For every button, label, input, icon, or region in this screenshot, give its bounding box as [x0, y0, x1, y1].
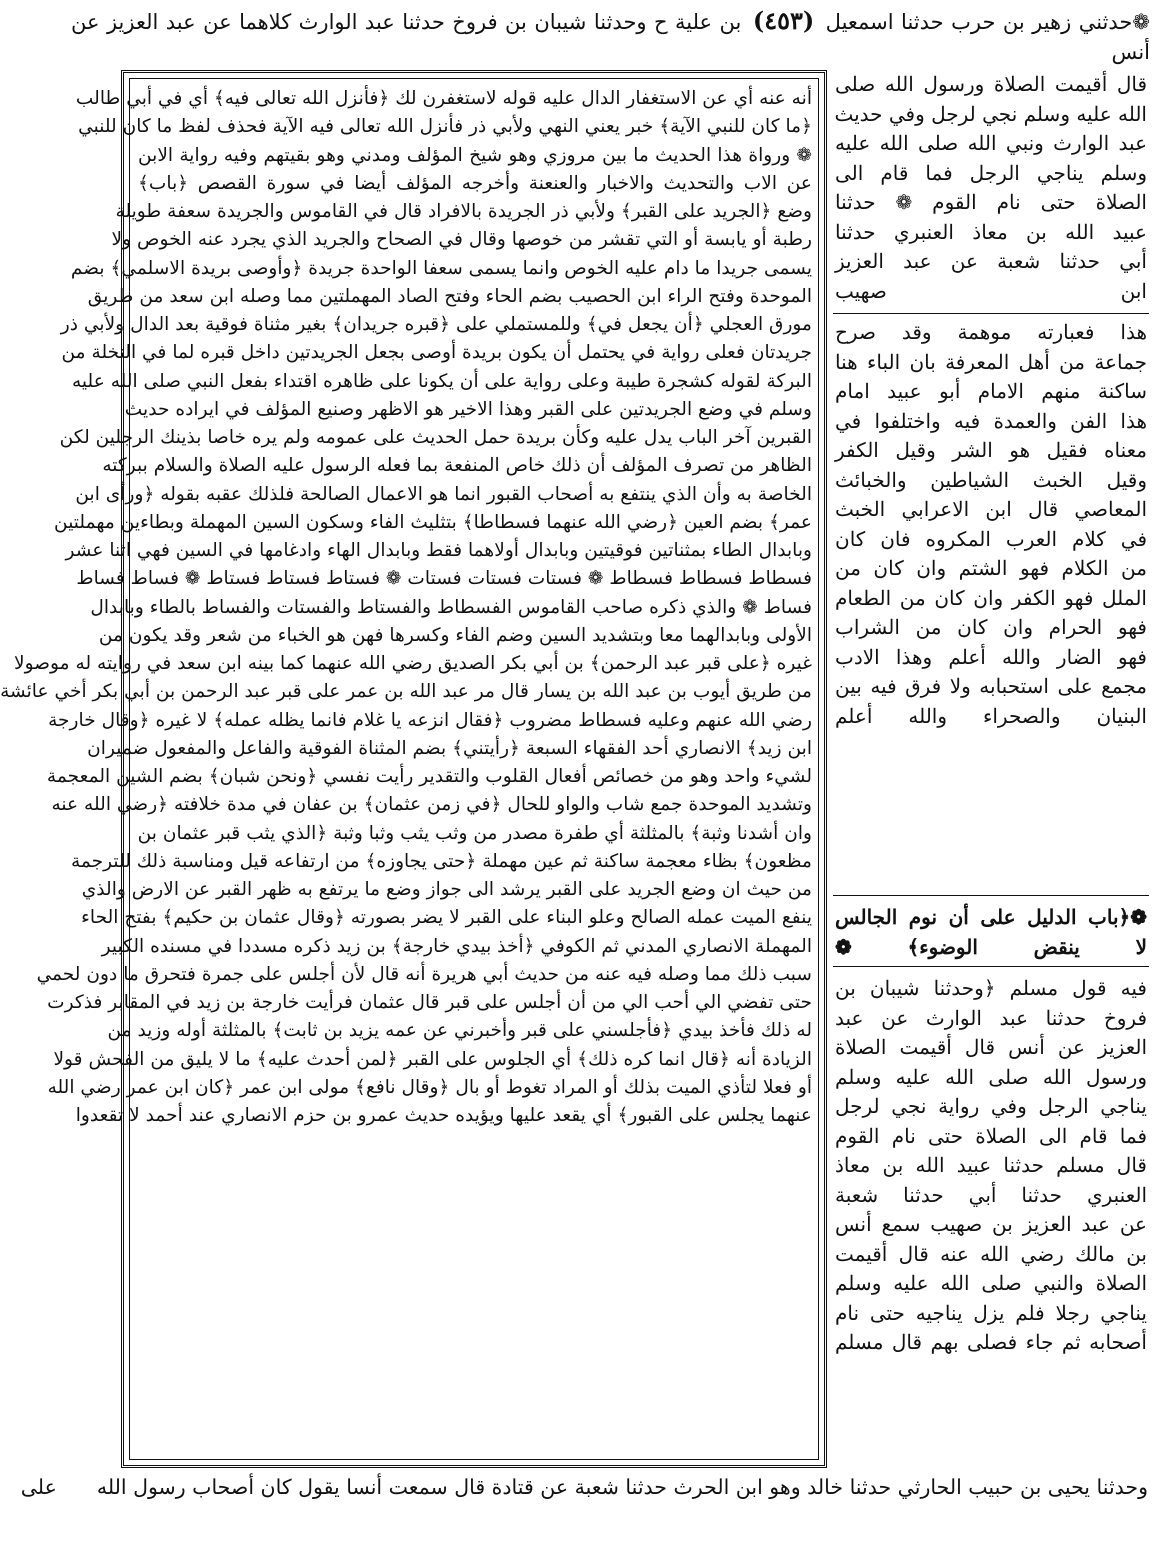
footer-line: وحدثنا يحيى بن حبيب الحارثي حدثنا خالد وهو ابن الحرث حدثنا شعبة عن قتادة قال سمعت أنسا يقول كان أصحاب رسول الله	[96, 1475, 1148, 1499]
matn-line: بن مالك رضي الله عنه قال أقيمت	[835, 1241, 1147, 1266]
header-prefix: ❁حدثني زهير بن حرب حدثنا اسمعيل	[825, 10, 1150, 34]
matn-line: عبد الوارث ونبي الله صلى الله عليه	[835, 131, 1147, 155]
heading-line: ❁﴿باب الدليل على أن نوم الجالس	[835, 905, 1147, 929]
commentary-line: وسلم في وضع الجريدتين على القبر وهذا الاخير هو الاظهر وصنيع المؤلف في ايراده حديث	[124, 398, 812, 420]
commentary-line: الخاصة به وأن الذي ينتفع به أصحاب القبور انما هو الاعمال الصالحة فلذلك عقبه بقوله ﴿ورأى ابن	[75, 483, 812, 505]
commentary-line: الزيادة أنه ﴿قال انما كره ذلك﴾ أي الجلوس على القبر ﴿لمن أحدث عليه﴾ ما لا يليق من الفحش قولا	[53, 1048, 812, 1070]
note-line: في كلام العرب المكروه فان كان	[835, 526, 1147, 551]
matn-line: العزيز عن أنس قال أقيمت الصلاة	[835, 1035, 1147, 1059]
matn-line: يناجي الرجل وفي رواية نجي لرجل	[835, 1094, 1147, 1118]
page-number: (٤٥٣)	[752, 6, 815, 35]
commentary-frame	[0, 70, 827, 1468]
matn-line: قال مسلم حدثنا عبيد الله بن معاذ	[835, 1153, 1147, 1177]
commentary-line: ينفع الميت عمله الصالح وعلو البناء على القبر لا يضر بصورته ﴿وقال عثمان بن حكيم﴾ بفتح الحاء	[81, 907, 812, 929]
section-divider	[833, 895, 1149, 896]
commentary-line: البركة لقوله كشجرة طيبة وعلى رواية على أن يكونا على ظاهره اقتداء بفعل النبي صلى الله عليه	[71, 370, 812, 392]
matn-line: الله عليه وسلم نجي لرجل وفي حديث	[834, 101, 1147, 126]
matn-note-block	[835, 318, 1147, 731]
commentary-line: ابن زيد﴾ الانصاري أحد الفقهاء السبعة ﴿رأيتني﴾ بضم المثناة الفوقية والفاعل والمفعول ضميران	[87, 737, 812, 759]
matn-line: أبي حدثنا شعبة عن عبد العزيز	[835, 249, 1147, 273]
commentary-line: عن الاب والتحديث والاخبار والعنعنة وأخرجه المؤلف أيضا في سورة القصص ﴿باب﴾	[138, 172, 812, 194]
commentary-line: الموحدة وفتح الراء ابن الحصيب بضم الحاء وفتح الصاد المهملتين مما وصله ابن سعد من طريق	[87, 285, 812, 307]
commentary-line: جريدتان فعلى رواية في يحتمل أن يكون بريدة أوصى بجعل الجريدتين داخل قبره لما في النخلة من	[61, 342, 812, 364]
matn-line: فروخ حدثنا عبد الوارث عن عبد	[835, 1005, 1147, 1030]
note-line: هذا الفن والعمدة فيه واختلفوا في	[835, 408, 1147, 433]
commentary-line: سبب ذلك مما وصله فيه عنه من حديث أبي هريرة أنه قال لأن أجلس على جمرة فتحرق ما دون لحمي	[36, 963, 812, 985]
commentary-line: رطبة أو يابسة أو التي تقشر من خوصها وقال في الصحاح والجريد الذي يجرد عنه الخوص ولا	[111, 229, 812, 251]
page-footer	[20, 1470, 1148, 1504]
matn-line: قال أقيمت الصلاة ورسول الله صلى	[835, 72, 1147, 96]
matn-line: يناجي رجلا فلم يزل يناجيه حتى نام	[835, 1300, 1147, 1325]
matn-column	[831, 70, 1153, 1468]
commentary-line: مظعون﴾ بظاء معجمة ساكنة ثم عين مهملة ﴿حتى يجاوزه﴾ من ارتفاعه قيل ومناسبة ذلك للترجمة	[70, 850, 812, 872]
commentary-line: ❁ ورواة هذا الحديث ما بين مروزي وهو شيخ المؤلف ومدني وهو بقيتهم وفيه رواية الابن	[138, 144, 812, 166]
commentary-line: رضي الله عنهم وعليه فسطاط مضروب ﴿فقال انزعه يا غلام فانما يظله عمله﴾ لا غيره ﴿وقال خارجة	[48, 709, 812, 731]
commentary-line: ﴿ما كان للنبي الآية﴾ خبر يعني النهي ولأبي ذر فأنزل الله تعالى فيه الآية فحذف لفظ ما كان للنبي	[78, 116, 812, 138]
commentary-line: وتشديد الموحدة جمع شاب والواو للحال ﴿في زمن عثمان﴾ بن عفان في مدة خلافته ﴿رضي الله عنه	[51, 794, 812, 816]
commentary-line: لشيء واحد وهو من خصائص أفعال القلوب والتقدير رأيت نفسي ﴿ونحن شبان﴾ بضم الشين المعجمة	[46, 766, 812, 787]
commentary-line: وبابدال الطاء بمثناتين فوقيتين وبابدال أولاهما فقط وبابدال الهاء وادغامها في السين فهي اثنا عشر	[65, 540, 812, 561]
commentary-line: الظاهر من تصرف المؤلف أن ذلك خاص المنفعة بما فعله الرسول عليه الصلاة والسلام ببركته	[102, 455, 812, 477]
matn-line: أصحابه ثم جاء فصلى بهم قال مسلم	[835, 1330, 1147, 1354]
matn-line: الصلاة حتى نام القوم ❁ حدثنا	[835, 190, 1147, 214]
note-line: مجمع على استحبابه ولا فرق فيه بين	[835, 674, 1147, 698]
section-divider	[833, 313, 1149, 314]
heading-line: لا ينقض الوضوء﴾ ❁	[835, 934, 1147, 959]
commentary-line: فساط ❁ والذي ذكره صاحب القاموس الفسطاط والفستاط والفستات والفساط بالطاء وبابدال	[90, 596, 812, 618]
commentary-line: الأولى وبابدالهما معا وبتشديد السين وضم الفاء وكسرها فهن هو الخباء من شعر وقد يكون من	[98, 624, 812, 646]
commentary-line: القبرين آخر الباب يدل عليه وكأن بريدة حمل الحديث على عمومه ولم يره خاصا بذينك الرجلين لكن	[59, 427, 812, 448]
note-line: ساكنة منهم الامام أبو عبيد امام	[835, 379, 1147, 403]
note-line: جماعة من أهل المعرفة بان الباء هنا	[835, 349, 1147, 374]
note-line: من الكلام فهو الشتم وان كان من	[835, 556, 1147, 580]
commentary-line: أنه عنه أي عن الاستغفار الدال عليه قوله لاستغفرن لك ﴿فأنزل الله تعالى فيه﴾ أي في أبي طالب	[75, 88, 812, 109]
commentary-line: عمر﴾ بضم العين ﴿رضي الله عنهما فسطاطا﴾ بتثليث الفاء وسكون السين المهملة وبطاءين مهملتين	[54, 511, 812, 533]
chapter-heading	[835, 903, 1147, 962]
commentary-text	[0, 85, 812, 1455]
matn-line: فما قام الى الصلاة حتى نام القوم	[835, 1123, 1147, 1148]
commentary-line: له ذلك فأخذ بيدي ﴿فأجلسني على قبر وأخبرني عن عمه يزيد بن ثابت﴾ بالمثلثة أوله وزيد من	[107, 1020, 812, 1042]
note-line: معناه فقيل هو الشر وقيل الكفر	[835, 438, 1147, 462]
note-line: فهو الحرام وان كان من الشراب	[835, 615, 1147, 639]
commentary-line: مورق العجلي ﴿أن يجعل في﴾ وللمستملي على ﴿قبره جريدان﴾ بغير مثناة فوقية بعد الدال ولأبي ذر	[60, 314, 812, 335]
matn-bottom-block	[835, 974, 1147, 1358]
matn-line: العنبري حدثنا أبي حدثنا شعبة	[835, 1182, 1147, 1207]
section-divider	[833, 966, 1149, 967]
matn-line: ابن صهيب	[835, 278, 1147, 303]
commentary-line: أو فعلا لتأذي الميت بذلك أو المراد تغوط أو بال ﴿وقال نافع﴾ مولى ابن عمر ﴿كان ابن عمر رضي الله	[47, 1076, 812, 1098]
note-line: فهو الضار والله أعلم وهذا الادب	[835, 644, 1147, 669]
note-line: هذا فعبارته موهمة وقد صرح	[835, 320, 1147, 344]
matn-top-block	[835, 70, 1147, 306]
catchword: على	[20, 1475, 57, 1499]
note-line: وقيل الخبث الشياطين والخبائث	[835, 467, 1147, 492]
page-header	[71, 6, 1150, 66]
commentary-line: عنهما يجلس على القبور﴾ أي يقعد عليها ويؤيده حديث عمرو بن حزم الانصاري عند أحمد لا تقعدوا	[75, 1105, 812, 1126]
note-line: المعاصي قال ابن الاعرابي الخبث	[835, 497, 1147, 521]
commentary-line: حتى تفضي الي أحب الي من أن أجلس على قبر قال عثمان فرأيت خارجة بن زيد في المقابر فذكرت	[47, 992, 812, 1013]
note-line: البنيان والصحراء والله أعلم	[835, 703, 1147, 728]
commentary-line: من حيث ان وضع الجريد على القبر يرشد الى جواز وضع ما يرتفع به ظهر القبر عن الارض والذي	[81, 879, 812, 900]
commentary-line: يسمى جريدا ما دام عليه الخوص وانما يسمى سعفا الواحدة جريدة ﴿وأوصى بريدة الاسلمي﴾ بضم	[70, 257, 812, 279]
matn-line: ورسول الله صلى الله عليه وسلم	[835, 1064, 1147, 1089]
commentary-line: وضع ﴿الجريد على القبر﴾ ولأبي ذر الجريدة بالافراد قال في القاموس والجريدة سعفة طويلة	[115, 201, 812, 222]
commentary-line: فسطاط فسطاط فسطاط ❁ فستات فستات فستات ❁ فستاط فستاط فستاط ❁ فساط فساط	[76, 568, 812, 590]
commentary-line: غيره ﴿على قبر عبد الرحمن﴾ بن أبي بكر الصديق رضي الله عنهما كما بينه ابن سعد في روايته له موصولا	[14, 653, 812, 674]
matn-line: عبيد الله بن معاذ العنبري حدثنا	[835, 219, 1147, 244]
matn-line: فيه قول مسلم ﴿وحدثنا شيبان بن	[835, 976, 1147, 1000]
matn-line: عن عبد العزيز بن صهيب سمع أنس	[835, 1212, 1147, 1236]
header-suffix: بن علية ح وحدثنا شيبان بن فروخ حدثنا عبد الوارث كلاهما عن عبد العزيز عن أنس	[71, 10, 1150, 64]
commentary-line: من طريق أيوب بن عبد الله بن يسار قال مر عبد الله بن عمر على قبر عبد الرحمن بن أبي بكر أخي عائشة	[0, 681, 812, 703]
matn-line: وسلم يناجي الرجل فما قام الى	[835, 160, 1147, 185]
matn-line: الصلاة والنبي صلى الله عليه وسلم	[835, 1271, 1147, 1295]
commentary-line: وان أشدنا وثبة﴾ بالمثلثة أي طفرة مصدر من وثب يثب وثبا وثبة ﴿الذي يثب قبر عثمان بن	[137, 822, 812, 844]
commentary-line: المهملة الانصاري المدني ثم الكوفي ﴿أخذ بيدي خارجة﴾ بن زيد ذكره مسددا في مسنده الكبير	[101, 935, 812, 957]
note-line: الملل فهو الكفر وان كان من الطعام	[835, 585, 1147, 610]
